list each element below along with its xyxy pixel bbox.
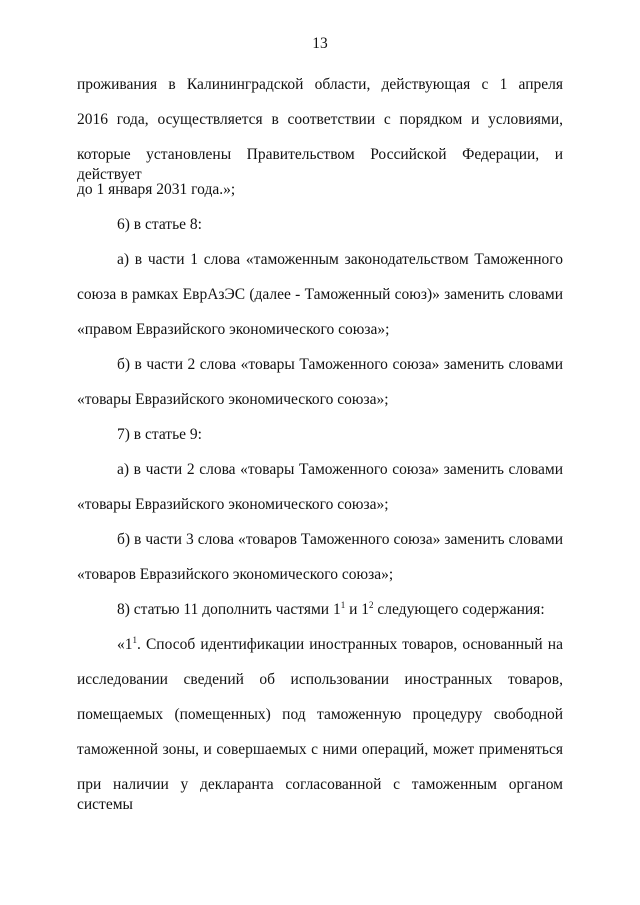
page-number: 13 — [312, 35, 328, 52]
text-fragment: и 1 — [345, 601, 370, 618]
text-line: 2016 года, осуществляется в соответствии с порядком и условиями, — [77, 111, 563, 128]
text-fragment: «1 — [117, 636, 133, 653]
text-line: «товары Евразийского экономического союза»; — [77, 496, 389, 513]
superscript: 2 — [369, 600, 374, 610]
text-line: исследовании сведений об использовании иностранных товаров, — [77, 671, 563, 688]
superscript: 1 — [340, 600, 346, 610]
list-item-heading: 6) в статье 8: — [117, 216, 202, 233]
text-line: б) в части 3 слова «товаров Таможенного союза» заменить словами — [117, 531, 563, 548]
text-line: «товары Евразийского экономического союза»; — [77, 391, 389, 408]
text-line: которые установлены Правительством Российской Федерации, и действует — [77, 146, 563, 183]
text-line: «правом Евразийского экономического союза»; — [77, 321, 390, 338]
text-line: проживания в Калининградской области, действующая с 1 апреля — [77, 76, 563, 93]
text-line: до 1 января 2031 года.»; — [77, 181, 236, 198]
text-line: таможенной зоны, и совершаемых с ними операций, может применяться — [77, 741, 563, 758]
text-fragment: следующего содержания: — [373, 601, 545, 618]
text-fragment: 8) статью 11 дополнить частями 1 — [117, 601, 341, 618]
text-line: а) в части 2 слова «товары Таможенного союза» заменить словами — [117, 461, 563, 478]
text-line: а) в части 1 слова «таможенным законодательством Таможенного — [117, 251, 563, 268]
text-line: при наличии у декларанта согласованной с таможенным органом системы — [77, 776, 563, 813]
superscript: 1 — [132, 635, 137, 645]
text-line: союза в рамках ЕврАзЭС (далее - Таможенный союз)» заменить словами — [77, 286, 563, 303]
text-line: помещаемых (помещенных) под таможенную процедуру свободной — [77, 706, 563, 723]
text-line-with-superscripts — [117, 600, 563, 620]
text-line-with-superscript — [117, 635, 563, 655]
list-item-heading: 7) в статье 9: — [117, 426, 202, 443]
text-fragment: . Способ идентификации иностранных товаров, основанный на — [137, 636, 563, 653]
text-line: б) в части 2 слова «товары Таможенного союза» заменить словами — [117, 356, 563, 373]
text-line: «товаров Евразийского экономического союза»; — [77, 566, 394, 583]
